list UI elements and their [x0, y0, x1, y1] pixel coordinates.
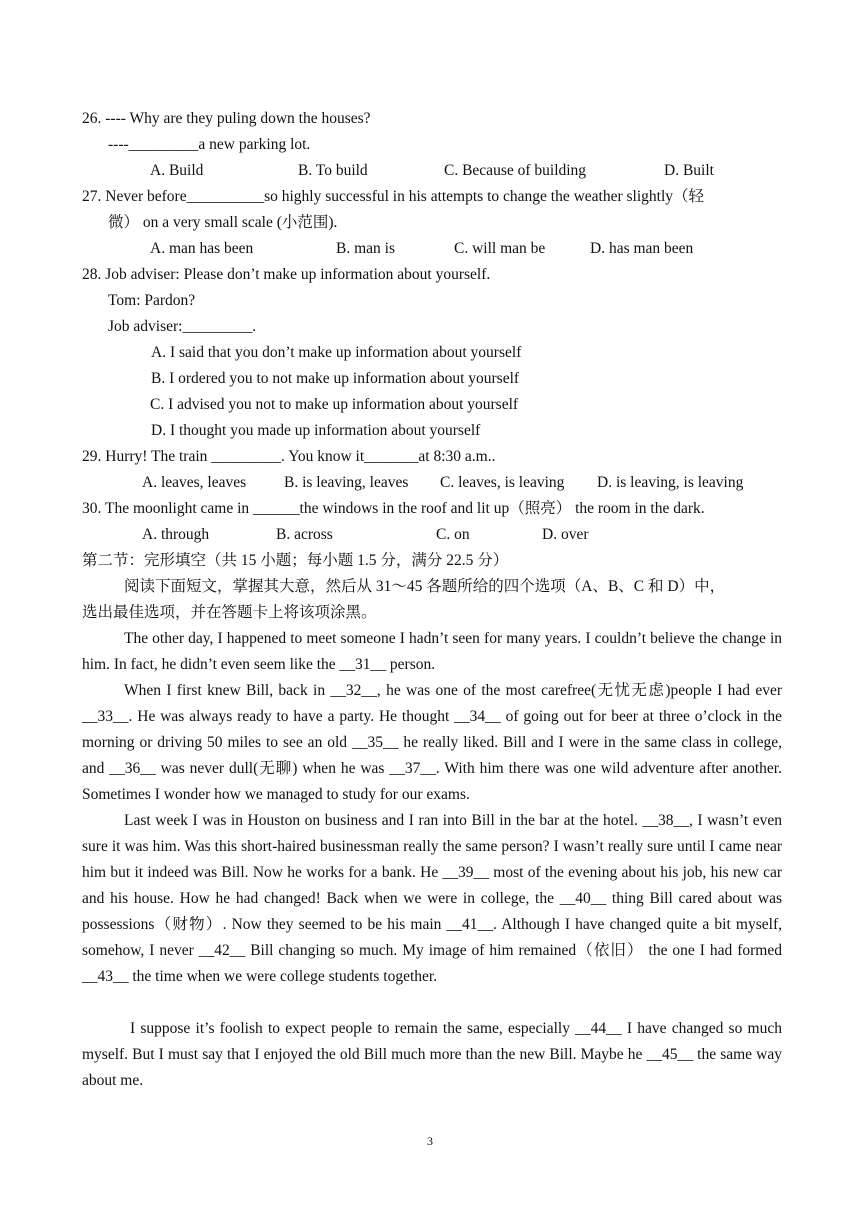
q28-option-b[interactable]: B. I ordered you to not make up information about yourself — [151, 370, 520, 387]
q29-option-a[interactable]: A. leaves, leaves — [142, 474, 247, 491]
q28-option-c[interactable]: C. I advised you not to make up information about yourself — [150, 396, 519, 413]
q26-option-b[interactable]: B. To build — [298, 162, 368, 179]
section2-instructions-line2: 选出最佳选项，并在答题卡上将该项涂黑。 — [82, 604, 377, 621]
section2-instructions-line1: 阅读下面短文，掌握其大意，然后从 31～45 各题所给的四个选项（A、B、C 和 D）中， — [124, 578, 726, 595]
q30-stem: 30. The moonlight came in ______the windows in the roof and lit up（照亮） the room in the dark. — [82, 500, 705, 517]
q29-option-c[interactable]: C. leaves, is leaving — [440, 474, 565, 491]
q27-stem-line2: 微） on a very small scale (小范围). — [108, 214, 338, 231]
q27-option-a[interactable]: A. man has been — [150, 240, 254, 257]
passage-paragraph-1: The other day, I happened to meet someone I hadn’t seen for many years. I couldn’t believe the change in him. In fact, he didn’t even seem like the __31__ person. — [82, 630, 782, 673]
q28-tom-line: Tom: Pardon? — [108, 292, 196, 309]
q26-option-c[interactable]: C. Because of building — [444, 162, 587, 179]
q30-option-c[interactable]: C. on — [436, 526, 470, 543]
q26-reply: ----_________a new parking lot. — [108, 136, 311, 153]
q27-option-c[interactable]: C. will man be — [454, 240, 546, 257]
q30-option-d[interactable]: D. over — [542, 526, 589, 543]
q27-option-b[interactable]: B. man is — [336, 240, 395, 257]
passage-paragraph-2: When I first knew Bill, back in __32__, he was one of the most carefree(无忧无虑)people I had ever __33__. He was always ready to have a party. He thought __34__ of going out for beer at three o’clock in the morning or driving 50 miles to see an old __35__ he really liked. Bill and I were in the same class in college, and __36__ was never dull(无聊) when he was __37__. With him there was one wild adventure after another. Sometimes I wonder how we managed to study for our exams. — [82, 682, 782, 803]
q26-stem: 26. ---- Why are they puling down the houses? — [82, 110, 371, 127]
q28-stem: 28. Job adviser: Please don’t make up information about yourself. — [82, 266, 491, 283]
passage-paragraph-4: I suppose it’s foolish to expect people to remain the same, especially __44__ I have changed so much myself. But I must say that I enjoyed the old Bill much more than the new Bill. Maybe he __45__ the same way about me. — [82, 1020, 782, 1089]
q29-stem: 29. Hurry! The train _________. You know it_______at 8:30 a.m.. — [82, 448, 496, 465]
q26-option-d[interactable]: D. Built — [664, 162, 714, 179]
passage-paragraph-3: Last week I was in Houston on business and I ran into Bill in the bar at the hotel. __38__, I wasn’t even sure it was him. Was this short-haired businessman really the same person? I wasn’t really sure until I came near him but it indeed was Bill. Now he works for a bank. He __39__ most of the evening about his job, his new car and his house. How he had changed! Back when we were in college, the __40__ thing Bill cared about was possessions（财物）. Now they seemed to be his main __41__. Although I have changed quite a bit myself, somehow, I never __42__ Bill changing so much. My image of him remained（依旧） the one I had formed __43__ the time when we were college students together. — [82, 812, 782, 985]
q29-option-b[interactable]: B. is leaving, leaves — [284, 474, 409, 491]
q27-option-d[interactable]: D. has man been — [590, 240, 694, 257]
q30-option-a[interactable]: A. through — [142, 526, 210, 543]
q26-option-a[interactable]: A. Build — [150, 162, 204, 179]
q28-adviser-line: Job adviser:_________. — [108, 318, 257, 335]
q27-stem-line1: 27. Never before__________so highly successful in his attempts to change the weather slightly（轻 — [82, 188, 705, 205]
q30-option-b[interactable]: B. across — [276, 526, 333, 543]
page-number: 3 — [427, 1134, 433, 1148]
q28-option-a[interactable]: A. I said that you don’t make up information about yourself — [151, 344, 522, 361]
section2-heading: 第二节：完形填空（共 15 小题；每小题 1.5 分，满分 22.5 分） — [82, 552, 509, 569]
q28-option-d[interactable]: D. I thought you made up information about yourself — [151, 422, 481, 439]
q29-option-d[interactable]: D. is leaving, is leaving — [597, 474, 744, 491]
